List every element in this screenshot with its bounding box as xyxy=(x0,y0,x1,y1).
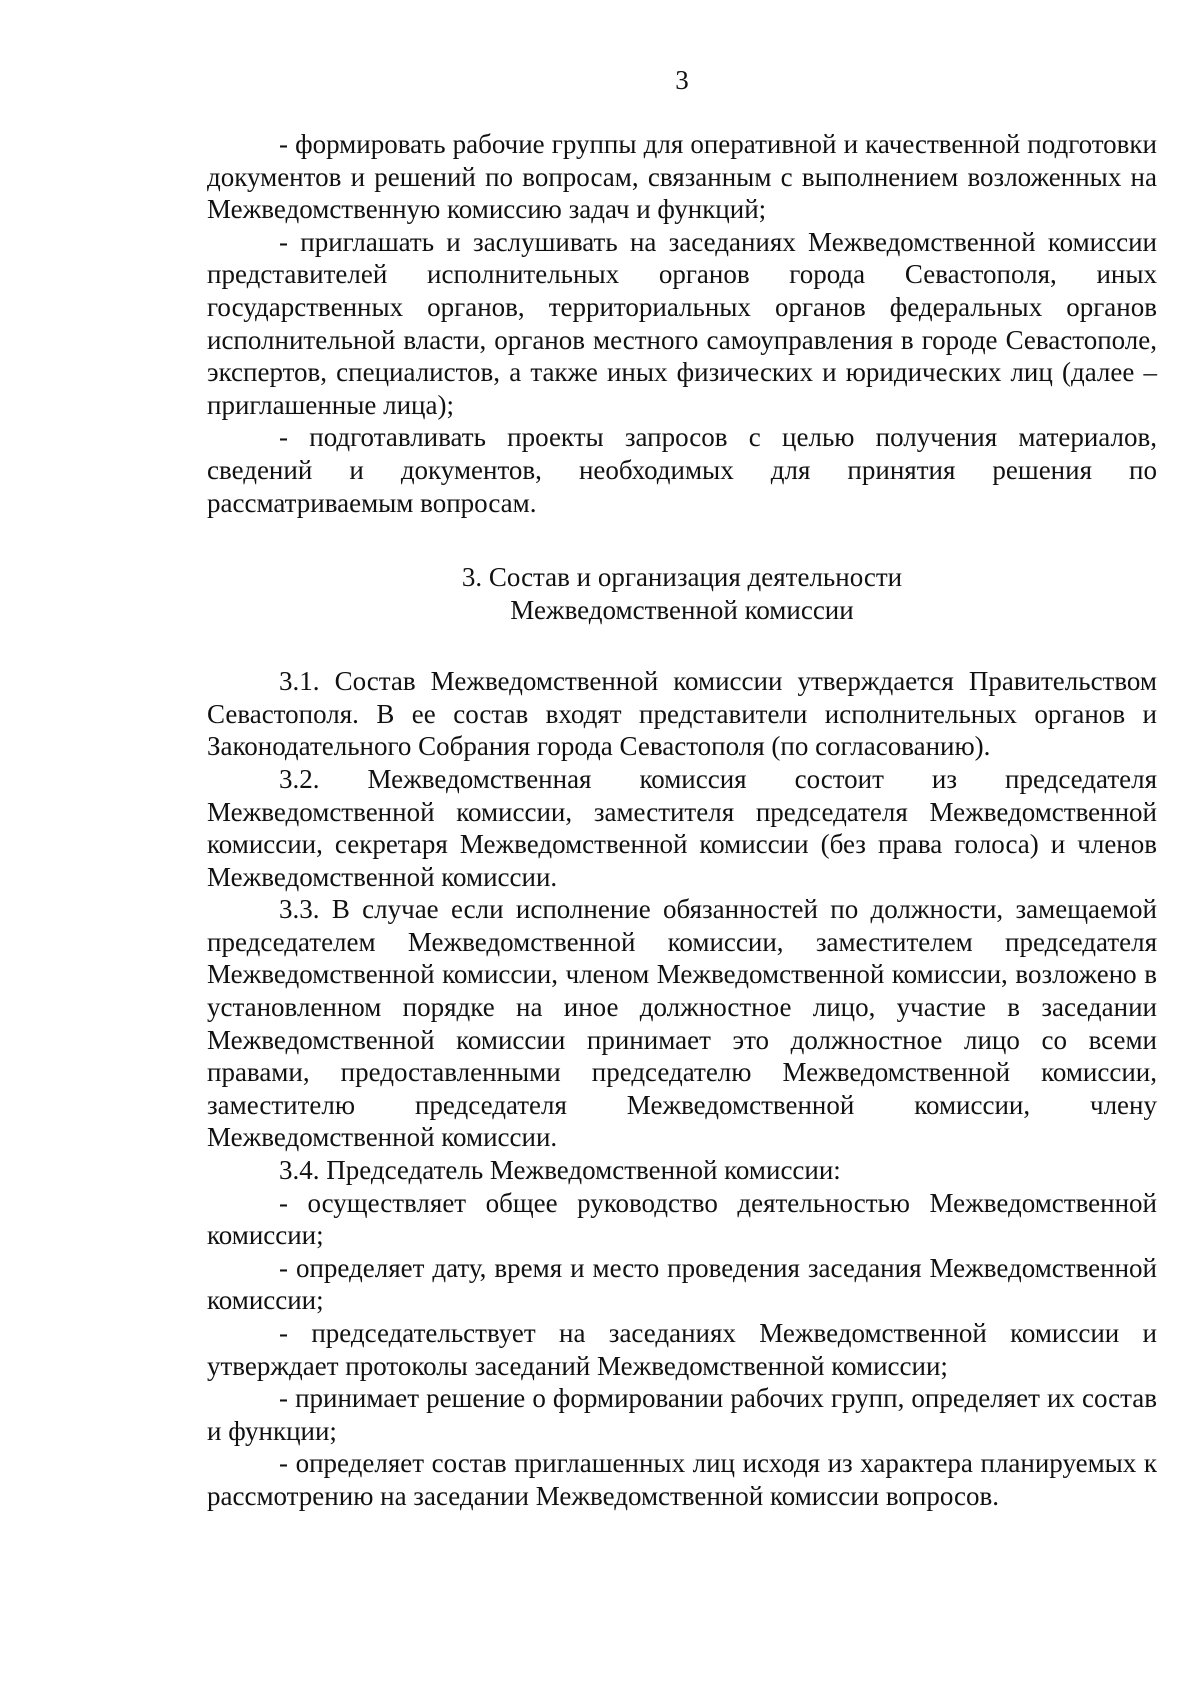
page-number: 3 xyxy=(675,65,689,95)
document-body xyxy=(207,128,1157,1513)
paragraph: - принимает решение о формировании рабочих групп, определяет их состав и функции; xyxy=(207,1383,1157,1446)
paragraph: 3.2. Межведомственная комиссия состоит из председателя Межведомственной комиссии, заместителя председателя Межведомственной комиссии, секретаря Межведомственной комиссии (без права голоса) и членов Межведомственной комиссии. xyxy=(207,763,1157,892)
paragraph: - приглашать и заслушивать на заседаниях Межведомственной комиссии представителей исполнительных органов города Севастополя, иных государственных органов, территориальных органов федеральных органов исполнительной власти, органов местного самоуправления в городе Севастополе, экспертов, специалистов, а также иных физических и юридических лиц (далее – приглашенные лица); xyxy=(207,226,1157,420)
paragraph: 3.4. Председатель Межведомственной комиссии: xyxy=(279,1155,841,1186)
paragraph: - осуществляет общее руководство деятельностью Межведомственной комиссии; xyxy=(207,1187,1157,1251)
section-heading-line: 3. Состав и организация деятельности xyxy=(461,562,903,593)
paragraph: 3.1. Состав Межведомственной комиссии утверждается Правительством Севастополя. В ее состав входят представители исполнительных органов и Законодательного Собрания города Севастополя (по согласованию). xyxy=(207,666,1157,762)
paragraph: - председательствует на заседаниях Межведомственной комиссии и утверждает протоколы заседаний Межведомственной комиссии; xyxy=(207,1318,1157,1381)
paragraph: - определяет дату, время и место проведения заседания Межведомственной комиссии; xyxy=(207,1252,1157,1316)
paragraph: - определяет состав приглашенных лиц исходя из характера планируемых к рассмотрению на заседании Межведомственной комиссии вопросов. xyxy=(207,1448,1157,1511)
paragraph: 3.3. В случае если исполнение обязанностей по должности, замещаемой председателем Межведомственной комиссии, заместителем председателя Межведомственной комиссии, членом Межведомственной комиссии, возложено в установленном порядке на иное должностное лицо, участие в заседании Межведомственной комиссии принимает это должностное лицо со всеми правами, предоставленными председателю Межведомственной комиссии, заместителю председателя Межведомственной комиссии, члену Межведомственной комиссии. xyxy=(207,894,1157,1153)
section-heading xyxy=(207,561,1157,627)
paragraph: - формировать рабочие группы для оперативной и качественной подготовки документов и решений по вопросам, связанным с выполнением возложенных на Межведомственную комиссию задач и функций; xyxy=(207,129,1157,225)
paragraph: - подготавливать проекты запросов с целью получения материалов, сведений и документов, необходимых для принятия решения по рассматриваемым вопросам. xyxy=(207,422,1157,518)
section-heading-line: Межведомственной комиссии xyxy=(510,595,854,626)
